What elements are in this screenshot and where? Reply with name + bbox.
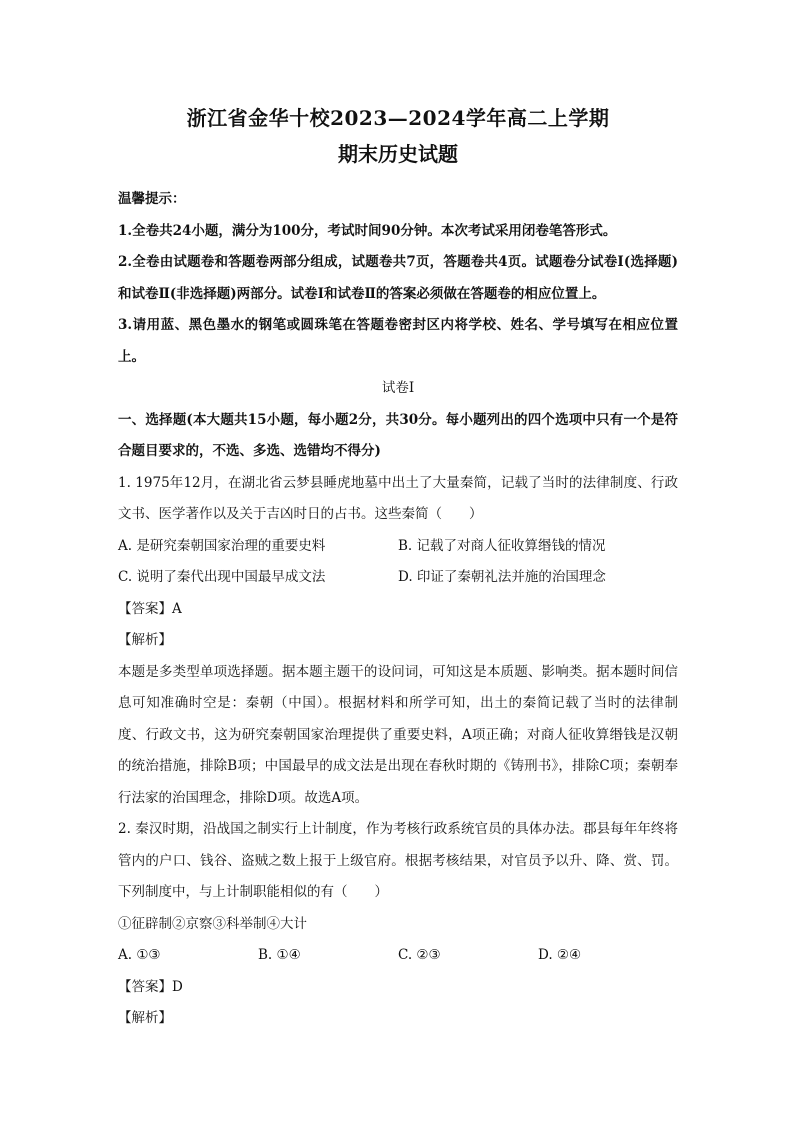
notice-item-2: 2.全卷由试题卷和答题卷两部分组成，试题卷共7页，答题卷共4页。试题卷分试卷Ⅰ(选择题)和试卷Ⅱ(非选择题)两部分。试卷Ⅰ和试卷Ⅱ的答案必须做在答题卷的相应位置上。 xyxy=(118,254,678,302)
question-2-stem: 2. 秦汉时期，沿战国之制实行上计制度，作为考核行政系统官员的具体办法。郡县每年年终将管内的户口、钱谷、盗贼之数上报于上级官府。根据考核结果，对官员予以升、降、赏、罚。下列制度中，与上计制职能相似的有（ ） xyxy=(118,821,678,900)
document-content xyxy=(118,100,678,1035)
question-1-option-a: A. 是研究秦朝国家治理的重要史料 xyxy=(118,537,326,554)
question-2-option-d: D. ②④ xyxy=(538,947,582,963)
question-2-option-c: C. ②③ xyxy=(398,947,441,963)
question-2-option-b: B. ①④ xyxy=(258,947,301,963)
question-1-answer: 【答案】A xyxy=(118,600,182,617)
question-1-option-b: B. 记载了对商人征收算缗钱的情况 xyxy=(398,537,606,554)
question-2-option-a: A. ①③ xyxy=(118,947,161,963)
question-1-option-d: D. 印证了秦朝礼法并施的治国理念 xyxy=(398,569,606,585)
question-1-analysis: 本题是多类型单项选择题。据本题主题干的设问词，可知这是本质题、影响类。据本题时间信息可知准确时空是：秦朝（中国）。根据材料和所学可知，出土的秦简记载了当时的法律制度、行政文书，这为研究秦朝国家治理提供了重要史料，A项正确；对商人征收算缗钱是汉朝的统治措施，排除B项；中国最早的成文法是出现在春秋时期的《铸刑书》，排除C项；秦朝奉行法家的治国理念，排除D项。故选A项。 xyxy=(118,663,678,806)
question-1-stem: 1. 1975年12月，在湖北省云梦县睡虎地墓中出土了大量秦简，记载了当时的法律制度、行政文书、医学著作以及关于吉凶时日的占书。这些秦简（ ） xyxy=(118,474,678,522)
question-1-option-c: C. 说明了秦代出现中国最早成文法 xyxy=(118,569,326,585)
question-2-options xyxy=(118,940,678,972)
question-1-options-row-1 xyxy=(118,531,678,563)
notice-heading: 温馨提示： xyxy=(118,191,186,207)
document-title: 浙江省金华十校2023—2024学年高二上学期 xyxy=(186,106,610,130)
part-heading: 一、选择题(本大题共15小题，每小题2分，共30分。每小题列出的四个选项中只有一个是符合题目要求的，不选、多选、选错均不得分) xyxy=(118,411,678,459)
question-1-analysis-label: 【解析】 xyxy=(118,632,172,648)
question-2-list: ①征辟制②京察③科举制④大计 xyxy=(118,915,307,932)
notice-item-3: 3.请用蓝、黑色墨水的钢笔或圆珠笔在答题卷密封区内将学校、姓名、学号填写在相应位置上。 xyxy=(118,317,678,365)
document-subtitle: 期末历史试题 xyxy=(338,142,458,166)
section-title: 试卷Ⅰ xyxy=(381,380,415,396)
question-2-answer: 【答案】D xyxy=(118,978,183,995)
notice-item-1: 1.全卷共24小题，满分为100分，考试时间90分钟。本次考试采用闭卷笔答形式。 xyxy=(118,222,617,239)
question-1-options-row-2 xyxy=(118,562,678,594)
question-2-analysis-label: 【解析】 xyxy=(118,1010,172,1026)
